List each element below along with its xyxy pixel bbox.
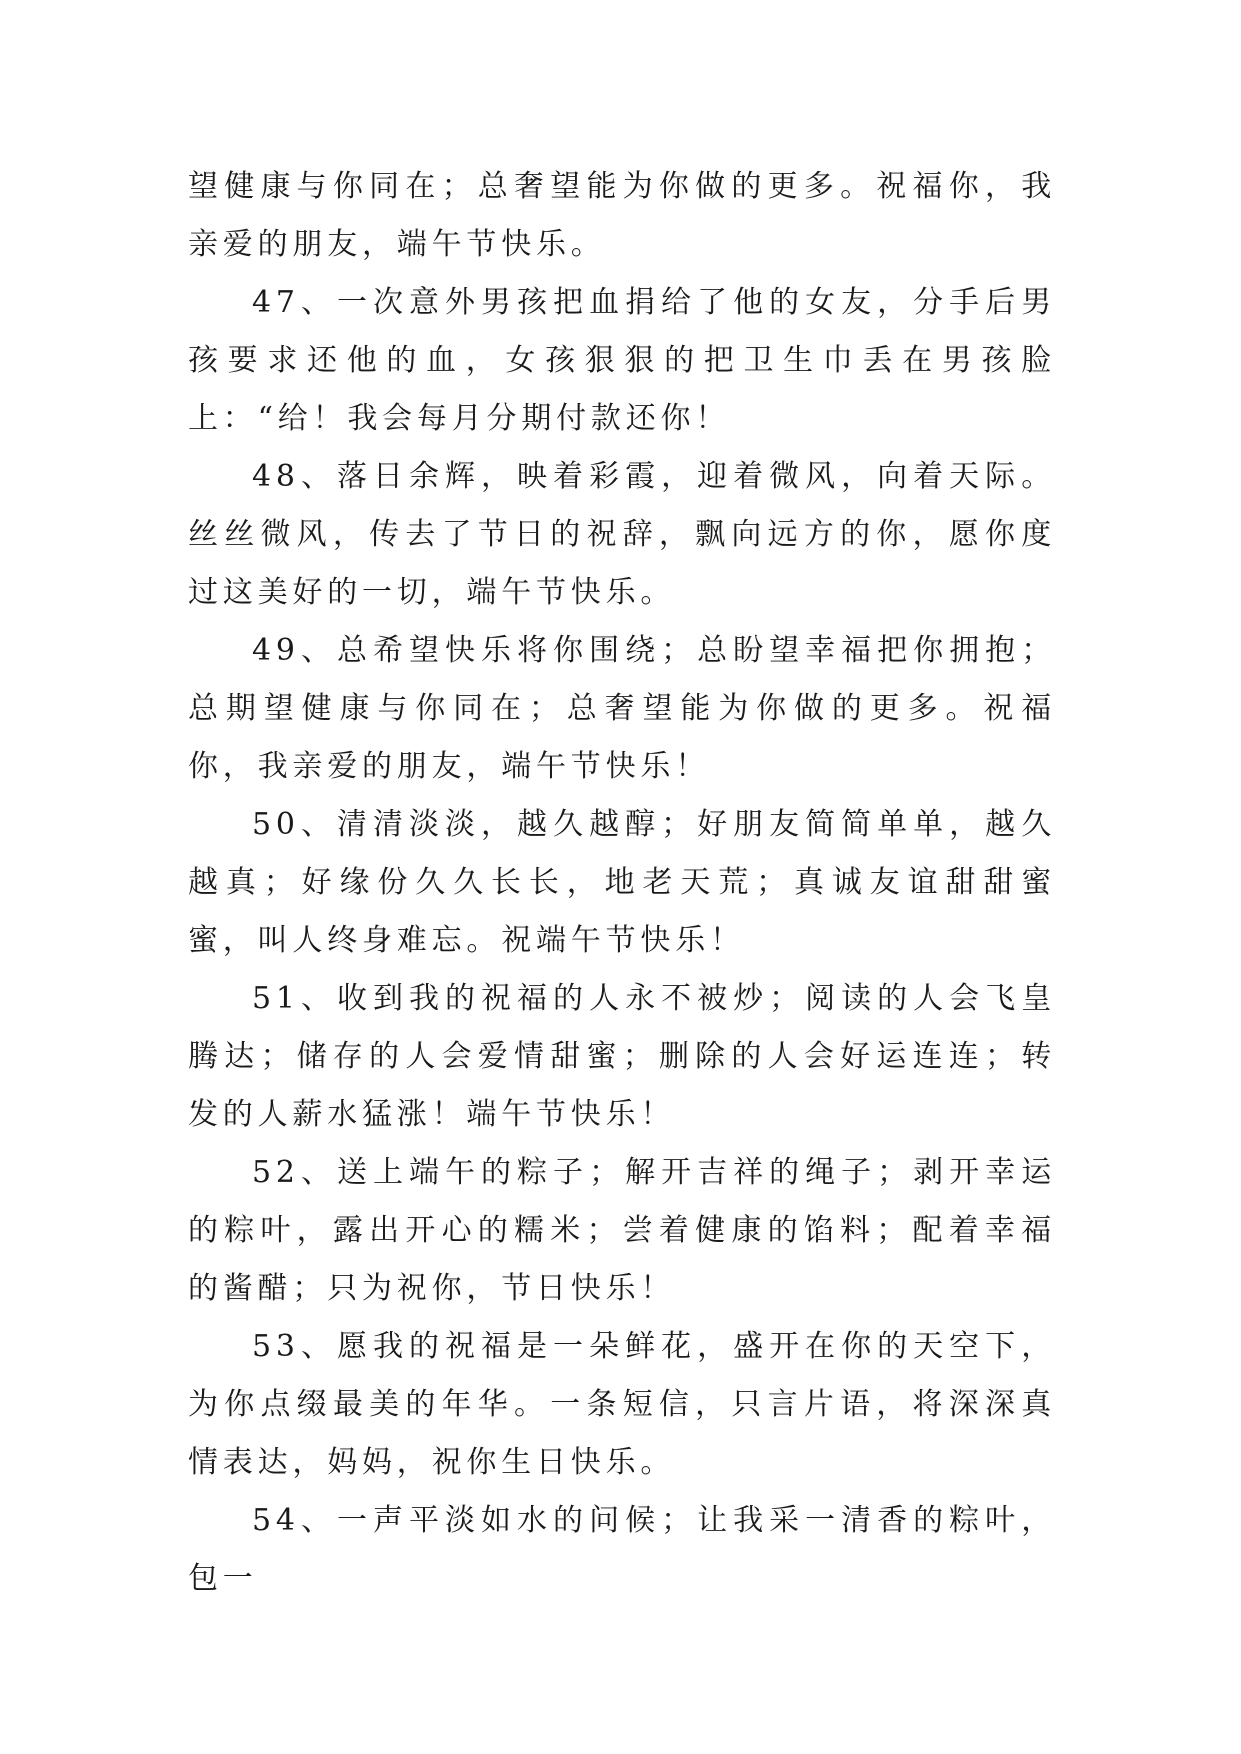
paragraph-46-continuation: 望健康与你同在；总奢望能为你做的更多。祝福你，我亲爱的朋友，端午节快乐。 (188, 169, 1056, 262)
paragraph-53: 53、愿我的祝福是一朵鲜花，盛开在你的天空下，为你点缀最美的年华。一条短信，只言片语，将深深真情表达，妈妈，祝你生日快乐。 (188, 1329, 1056, 1480)
paragraph-49: 49、总希望快乐将你围绕；总盼望幸福把你拥抱；总期望健康与你同在；总奢望能为你做的更多。祝福你，我亲爱的朋友，端午节快乐！ (188, 633, 1056, 784)
paragraph-54-start: 54、一声平淡如水的问候；让我采一清香的粽叶，包一 (188, 1503, 1056, 1596)
paragraph-47: 47、一次意外男孩把血捐给了他的女友，分手后男孩要求还他的血，女孩狠狠的把卫生巾丢在男孩脸上：“给！我会每月分期付款还你！ (188, 285, 1056, 436)
paragraph-52: 52、送上端午的粽子；解开吉祥的绳子；剥开幸运的粽叶，露出开心的糯米；尝着健康的馅料；配着幸福的酱醋；只为祝你，节日快乐！ (188, 1155, 1056, 1306)
document-body (188, 158, 1056, 1608)
paragraph-48: 48、落日余辉，映着彩霞，迎着微风，向着天际。丝丝微风，传去了节日的祝辞，飘向远方的你，愿你度过这美好的一切，端午节快乐。 (188, 459, 1056, 610)
paragraph-50: 50、清清淡淡，越久越醇；好朋友简简单单，越久越真；好缘份久久长长，地老天荒；真诚友谊甜甜蜜蜜，叫人终身难忘。祝端午节快乐！ (188, 807, 1056, 958)
paragraph-51: 51、收到我的祝福的人永不被炒；阅读的人会飞皇腾达；储存的人会爱情甜蜜；删除的人会好运连连；转发的人薪水猛涨！端午节快乐！ (188, 981, 1056, 1132)
